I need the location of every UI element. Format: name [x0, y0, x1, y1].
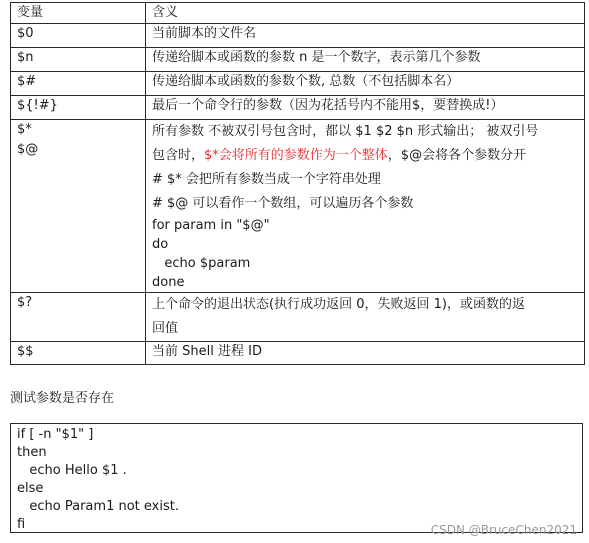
- table-row: [11, 72, 585, 96]
- meaning-text: 当前脚本的文件名: [152, 26, 257, 41]
- code-line: echo Param1 not exist.: [17, 499, 179, 514]
- meaning-text: 传递给脚本或函数的参数个数, 总数（不包括脚本名）: [152, 74, 460, 89]
- var-name: $#: [17, 74, 37, 89]
- var-name: $*: [17, 122, 32, 137]
- meaning-text: 传递给脚本或函数的参数 n 是一个数字，表示第几个参数: [152, 50, 481, 65]
- var-cell: [11, 24, 146, 48]
- meaning-cell: [146, 293, 585, 342]
- var-name: $@: [17, 142, 39, 157]
- table-row: [11, 48, 585, 72]
- watermark: CSDN @BruceChen2021: [430, 523, 577, 537]
- table-row: [11, 96, 585, 120]
- meaning-text: 回值: [152, 321, 179, 336]
- code-line: for param in "$@": [152, 218, 270, 233]
- table-header-row: [11, 3, 585, 24]
- code-line: then: [17, 445, 47, 460]
- highlighted-text: $*会将所有的参数作为一个整体: [204, 148, 388, 163]
- code-line: else: [17, 481, 44, 496]
- meaning-text: ，$@会将各个参数分开: [387, 148, 527, 163]
- meaning-text: 最后一个命令行的参数（因为花括号内不能用$，要替换成!）: [152, 98, 504, 113]
- code-block: [10, 423, 583, 533]
- code-line: echo Hello $1 .: [17, 463, 127, 478]
- code-line: if [ -n "$1" ]: [17, 427, 94, 442]
- var-name: ${!#}: [17, 98, 58, 113]
- table-row: [11, 342, 585, 365]
- column-header-meaning: 含义: [146, 3, 585, 24]
- table-row: [11, 120, 585, 293]
- section-heading: 测试参数是否存在: [10, 391, 115, 406]
- meaning-text-mixed: [152, 144, 578, 168]
- meaning-cell: [146, 120, 585, 293]
- table-row: [11, 293, 585, 342]
- comment-line: # $* 会把所有参数当成一个字符串处理: [152, 172, 381, 187]
- var-cell: [11, 120, 146, 293]
- meaning-text: 包含时，: [152, 148, 205, 163]
- var-cell: [11, 48, 146, 72]
- variables-table: [10, 2, 585, 365]
- table-row: [11, 24, 585, 48]
- var-cell: [11, 96, 146, 120]
- var-name: $0: [17, 26, 34, 41]
- comment-line: # $@ 可以看作一个数组，可以遍历各个参数: [152, 196, 414, 211]
- meaning-text: 当前 Shell 进程 ID: [152, 344, 262, 359]
- var-cell: [11, 293, 146, 342]
- var-name: $?: [17, 295, 33, 310]
- meaning-cell: [146, 48, 585, 72]
- meaning-text: 上个命令的退出状态(执行成功返回 0，失败返回 1)，或函数的返: [152, 297, 525, 312]
- meaning-cell: [146, 342, 585, 365]
- meaning-cell: [146, 96, 585, 120]
- meaning-text: 所有参数 不被双引号包含时，都以 $1 $2 $n 形式输出； 被双引号: [152, 124, 539, 139]
- column-header-variable: 变量: [11, 3, 146, 24]
- code-line: echo $param: [152, 256, 251, 271]
- meaning-cell: [146, 72, 585, 96]
- code-line: fi: [17, 517, 26, 532]
- var-name: $$: [17, 344, 34, 359]
- meaning-cell: [146, 24, 585, 48]
- code-line: done: [152, 275, 185, 290]
- var-cell: [11, 72, 146, 96]
- code-line: do: [152, 237, 169, 252]
- var-cell: [11, 342, 146, 365]
- var-name: $n: [17, 50, 34, 65]
